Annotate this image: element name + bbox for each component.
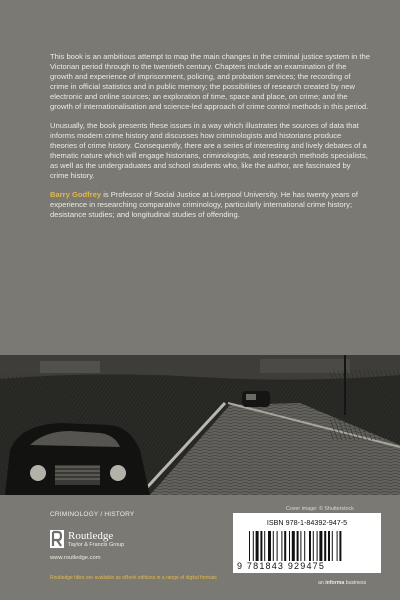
street-scene-engraving bbox=[0, 355, 400, 495]
barcode-bar bbox=[264, 531, 265, 561]
publisher-group: Taylor & Francis Group bbox=[68, 542, 125, 548]
barcode-bar bbox=[277, 531, 278, 561]
cover-illustration bbox=[0, 355, 400, 495]
barcode-bar bbox=[249, 531, 250, 561]
blurb-paragraph-1: This book is an ambitious attempt to map the main changes in the criminal justice system in the Victorian period through to the twentieth century. Chapters include an examination of the growth and experience of imprisonment, policing, and probation services; the recording of crime in official statistics and in public memory; the possibilities of research created by new electronic and online sources; an exploration of time, space and place, on crime; and the growth of internationalisation and science-led approach of crime control methods in this period. bbox=[50, 52, 370, 111]
barcode-bar bbox=[337, 531, 338, 561]
ebook-availability-note: Routledge titles are available as eBook editions in a range of digital formats bbox=[50, 575, 217, 581]
barcode-bar bbox=[317, 531, 318, 561]
informa-business-tag bbox=[318, 580, 366, 586]
blurb-paragraph-2: Unusually, the book presents these issues in a way which illustrates the sources of data that informs modern crime history and discusses how criminologists and historians produce theories of crime history. Consequently, there are a series of interesting and lively debates of a thematic nature which will engage historians, criminologists, and research methods specialists, as well as the undergraduates and school students who, like the author, are fascinated by crime history. bbox=[50, 121, 368, 180]
barcode-bar bbox=[289, 531, 290, 561]
barcode-bar bbox=[332, 531, 333, 561]
publisher-logo bbox=[50, 530, 124, 549]
barcode-bar bbox=[253, 531, 254, 561]
barcode-bar bbox=[339, 531, 341, 561]
informa-suffix: business bbox=[344, 580, 367, 586]
blurb-text bbox=[50, 52, 370, 229]
barcode-bar bbox=[268, 531, 271, 561]
barcode-bar bbox=[281, 531, 282, 561]
barcode-bar bbox=[313, 531, 314, 561]
informa-prefix: an bbox=[318, 580, 326, 586]
author-bio: is Professor of Social Justice at Liverpool University. He has twenty years of experience in researching comparative criminology, particularly international crime history; desistance studies; and longitudinal studies of offending. bbox=[50, 190, 358, 219]
barcode-digits: 9 781843 929475 bbox=[237, 561, 326, 571]
barcode-bar bbox=[273, 531, 274, 561]
barcode bbox=[247, 531, 367, 561]
barcode-bar bbox=[297, 531, 299, 561]
barcode-bar bbox=[304, 531, 305, 561]
barcode-bar bbox=[319, 531, 322, 561]
barcode-bar bbox=[256, 531, 259, 561]
isbn-barcode-box bbox=[233, 513, 381, 573]
informa-brand: informa bbox=[325, 580, 345, 586]
cover-image-credit: Cover image: © Shutterstock bbox=[286, 506, 354, 512]
subject-category: CRIMINOLOGY / HISTORY bbox=[50, 511, 135, 518]
barcode-bar bbox=[300, 531, 301, 561]
barcode-bar bbox=[309, 531, 311, 561]
barcode-bar bbox=[260, 531, 262, 561]
publisher-name: Routledge bbox=[68, 530, 114, 542]
author-name: Barry Godfrey bbox=[50, 190, 102, 199]
barcode-bar bbox=[324, 531, 326, 561]
barcode-bar bbox=[284, 531, 286, 561]
barcode-bar bbox=[292, 531, 295, 561]
author-bio-paragraph bbox=[50, 190, 370, 220]
barcode-bar bbox=[328, 531, 330, 561]
isbn-number: ISBN 978-1-84392-947-5 bbox=[266, 518, 348, 527]
routledge-r-icon bbox=[50, 530, 64, 548]
publisher-website: www.routledge.com bbox=[50, 555, 101, 561]
